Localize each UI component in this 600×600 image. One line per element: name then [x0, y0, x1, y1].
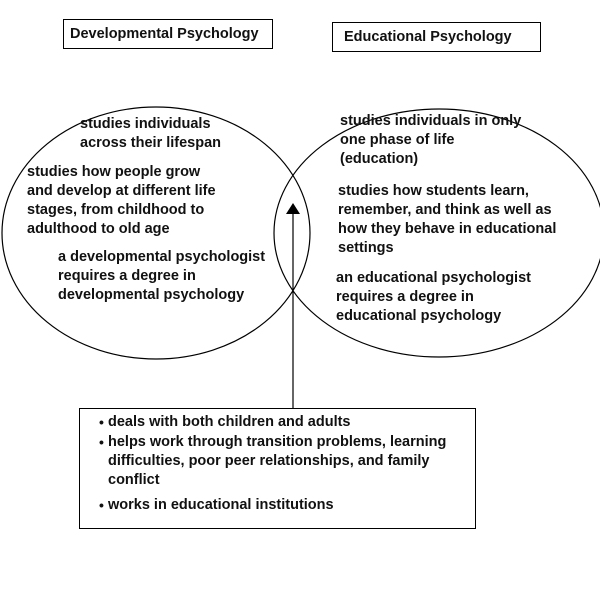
- educational-title: Educational Psychology: [332, 22, 541, 52]
- shared-item-problems: • helps work through transition problems, learning difficulties, poor peer relationships, and family conflict: [99, 434, 447, 488]
- developmental-title: Developmental Psychology: [63, 19, 273, 49]
- developmental-point-lifespan: studies individuals across their lifespan: [80, 116, 222, 151]
- developmental-point-growth: studies how people grow and develop at different life stages, from childhood to adulthood to old age: [27, 164, 216, 237]
- educational-point-phase: studies individuals in only one phase of life (education): [340, 113, 522, 167]
- educational-point-learning: studies how students learn, remember, and think as well as how they behave in educational settings: [338, 183, 557, 256]
- educational-point-degree: an educational psychologist requires a degree in educational psychology: [336, 270, 531, 324]
- shared-item-institutions: • works in educational institutions: [99, 497, 334, 513]
- shared-characteristics-box: [79, 408, 476, 529]
- shared-item-both-ages: • deals with both children and adults: [99, 414, 351, 430]
- developmental-point-degree: a developmental psychologist requires a degree in developmental psychology: [58, 249, 266, 303]
- connector-arrow-head: [286, 203, 300, 214]
